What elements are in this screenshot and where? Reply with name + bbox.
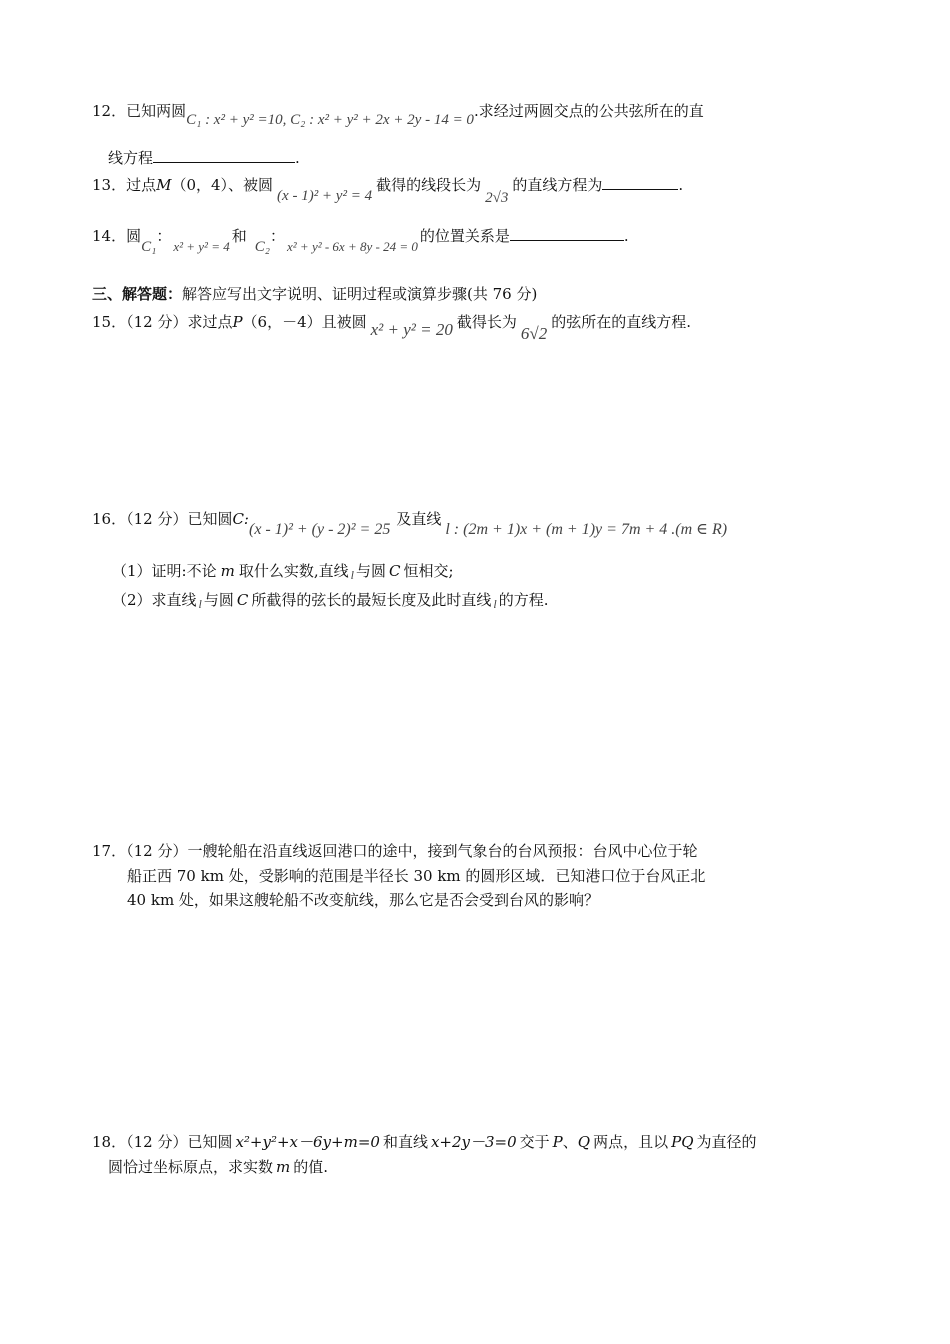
q18-tail: 为直径的	[696, 1133, 757, 1151]
q16-part2-l2: l	[493, 597, 497, 611]
q14-colon1: ：	[156, 227, 172, 245]
q15-point: P	[232, 313, 243, 331]
q18-lead: 18．（12 分）已知圆	[92, 1133, 233, 1151]
q17-line3: 40 km 处，如果这艘轮船不改变航线，那么它是否会受到台风的影响？	[127, 891, 599, 909]
q16-part2-a: （2）求直线	[112, 591, 197, 609]
q12-tail: .求经过两圆交点的公共弦所在的直	[473, 102, 704, 120]
q16-part2-c: 所截得的弦长的最短长度及此时直线	[251, 591, 492, 609]
q15-tail: 的弦所在的直线方程.	[551, 313, 692, 331]
q13-tail: 的直线方程为	[512, 176, 603, 194]
q18-mid3: 两点，且以	[593, 1133, 669, 1151]
q14-lead: 14．圆	[92, 227, 142, 245]
q15-line	[92, 312, 691, 344]
q13-point: M	[156, 176, 172, 194]
q14-f1: x² + y² = 4	[173, 239, 230, 254]
q16-part1-C: C	[388, 562, 401, 580]
q16-line1	[92, 509, 727, 540]
q16-mid: 及直线	[396, 510, 442, 528]
q18-q: Q	[577, 1133, 591, 1151]
q13-formula: (x - 1)² + y² = 4	[277, 188, 373, 204]
q12-line1	[92, 101, 704, 130]
q12-end: .	[295, 149, 300, 167]
q16-line-formula: l : (2m + 1)x + (m + 1)y = 7m + 4 .(m ∈ R)	[445, 521, 728, 538]
q13-length: 2√3	[485, 190, 509, 206]
q16-part2-C: C	[236, 591, 249, 609]
q18-line2-a: 圆恰过坐标原点，求实数	[108, 1158, 274, 1176]
q18-p: P	[552, 1133, 563, 1151]
q18-line1	[92, 1132, 757, 1152]
q16-part2-l: l	[198, 597, 202, 611]
q13-answer-blank[interactable]	[602, 175, 678, 190]
q14-and: 和	[231, 227, 247, 245]
q18-circle: x²+y²+x－6y+m=0	[235, 1133, 380, 1151]
q16-part1-d: 恒相交;	[403, 562, 454, 580]
q18-sep: 、	[562, 1133, 578, 1151]
q18-line2	[108, 1157, 328, 1177]
q14-end: .	[623, 227, 629, 245]
section3-heading	[92, 284, 537, 304]
q18-m: m	[276, 1158, 291, 1176]
q18-pq: PQ	[671, 1133, 694, 1151]
q12-line2	[108, 148, 300, 168]
q15-length: 6√2	[520, 324, 548, 343]
q13-lead: 13．过点	[92, 176, 157, 194]
q13-line	[92, 175, 683, 208]
q16-part1-l: l	[350, 568, 354, 582]
q16-part1-b: 取什么实数,直线	[238, 562, 349, 580]
q14-c1: C₁	[141, 239, 157, 255]
q14-answer-blank[interactable]	[510, 226, 624, 241]
q16-part1-c: 与圆	[355, 562, 386, 580]
q13-mid: 截得的线段长为	[376, 176, 482, 194]
q16-part2-b: 与圆	[203, 591, 234, 609]
q12-answer-blank[interactable]	[153, 148, 295, 163]
q14-f2: x² + y² - 6x + 8y - 24 = 0	[287, 239, 418, 254]
q18-mid2: 交于	[519, 1133, 550, 1151]
section3-desc: 解答应写出文字说明、证明过程或演算步骤(共 76 分)	[182, 285, 538, 303]
q16-c: C:	[232, 510, 249, 528]
q15-mid: 截得长为	[456, 313, 517, 331]
q14-tail: 的位置关系是	[419, 227, 510, 245]
q15-formula: x² + y² = 20	[370, 320, 453, 339]
q17-line2: 船正西 70 km 处，受影响的范围是半径长 30 km 的圆形区域．已知港口位于台风正北	[127, 867, 706, 885]
q16-part2-d: 的方程.	[498, 591, 549, 609]
q12-lead: 12．已知两圆	[92, 102, 187, 120]
q14-colon2: ：	[269, 227, 285, 245]
q13-coords: （0，4）、被圆	[171, 176, 274, 194]
q18-line2-b: 的值.	[293, 1158, 329, 1176]
q18-mid1: 和直线	[382, 1133, 428, 1151]
q16-part1	[112, 561, 454, 585]
q16-lead: 16．（12 分）已知圆	[92, 510, 233, 528]
q16-part1-a: （1）证明:不论	[112, 562, 217, 580]
q14-line	[92, 226, 629, 257]
q15-coords: （6，－4）且被圆	[242, 313, 367, 331]
q16-part2	[112, 590, 549, 614]
q15-lead: 15．（12 分）求过点	[92, 313, 233, 331]
q13-end: .	[678, 176, 684, 194]
q16-formula: (x - 1)² + (y - 2)² = 25	[248, 521, 391, 538]
q14-c2: C₂	[254, 239, 270, 255]
q17-line1: 17．（12 分）一艘轮船在沿直线返回港口的途中，接到气象台的台风预报：台风中心位于轮	[92, 842, 698, 860]
q18-line: x+2y－3=0	[430, 1133, 517, 1151]
section3-title: 三、解答题：	[92, 285, 183, 303]
q12-formula: C₁ : x² + y² =10, C₂ : x² + y² + 2x + 2y - 14 = 0	[186, 112, 474, 128]
q16-part1-m: m	[220, 562, 235, 580]
q12-line2-text: 线方程	[108, 149, 154, 167]
